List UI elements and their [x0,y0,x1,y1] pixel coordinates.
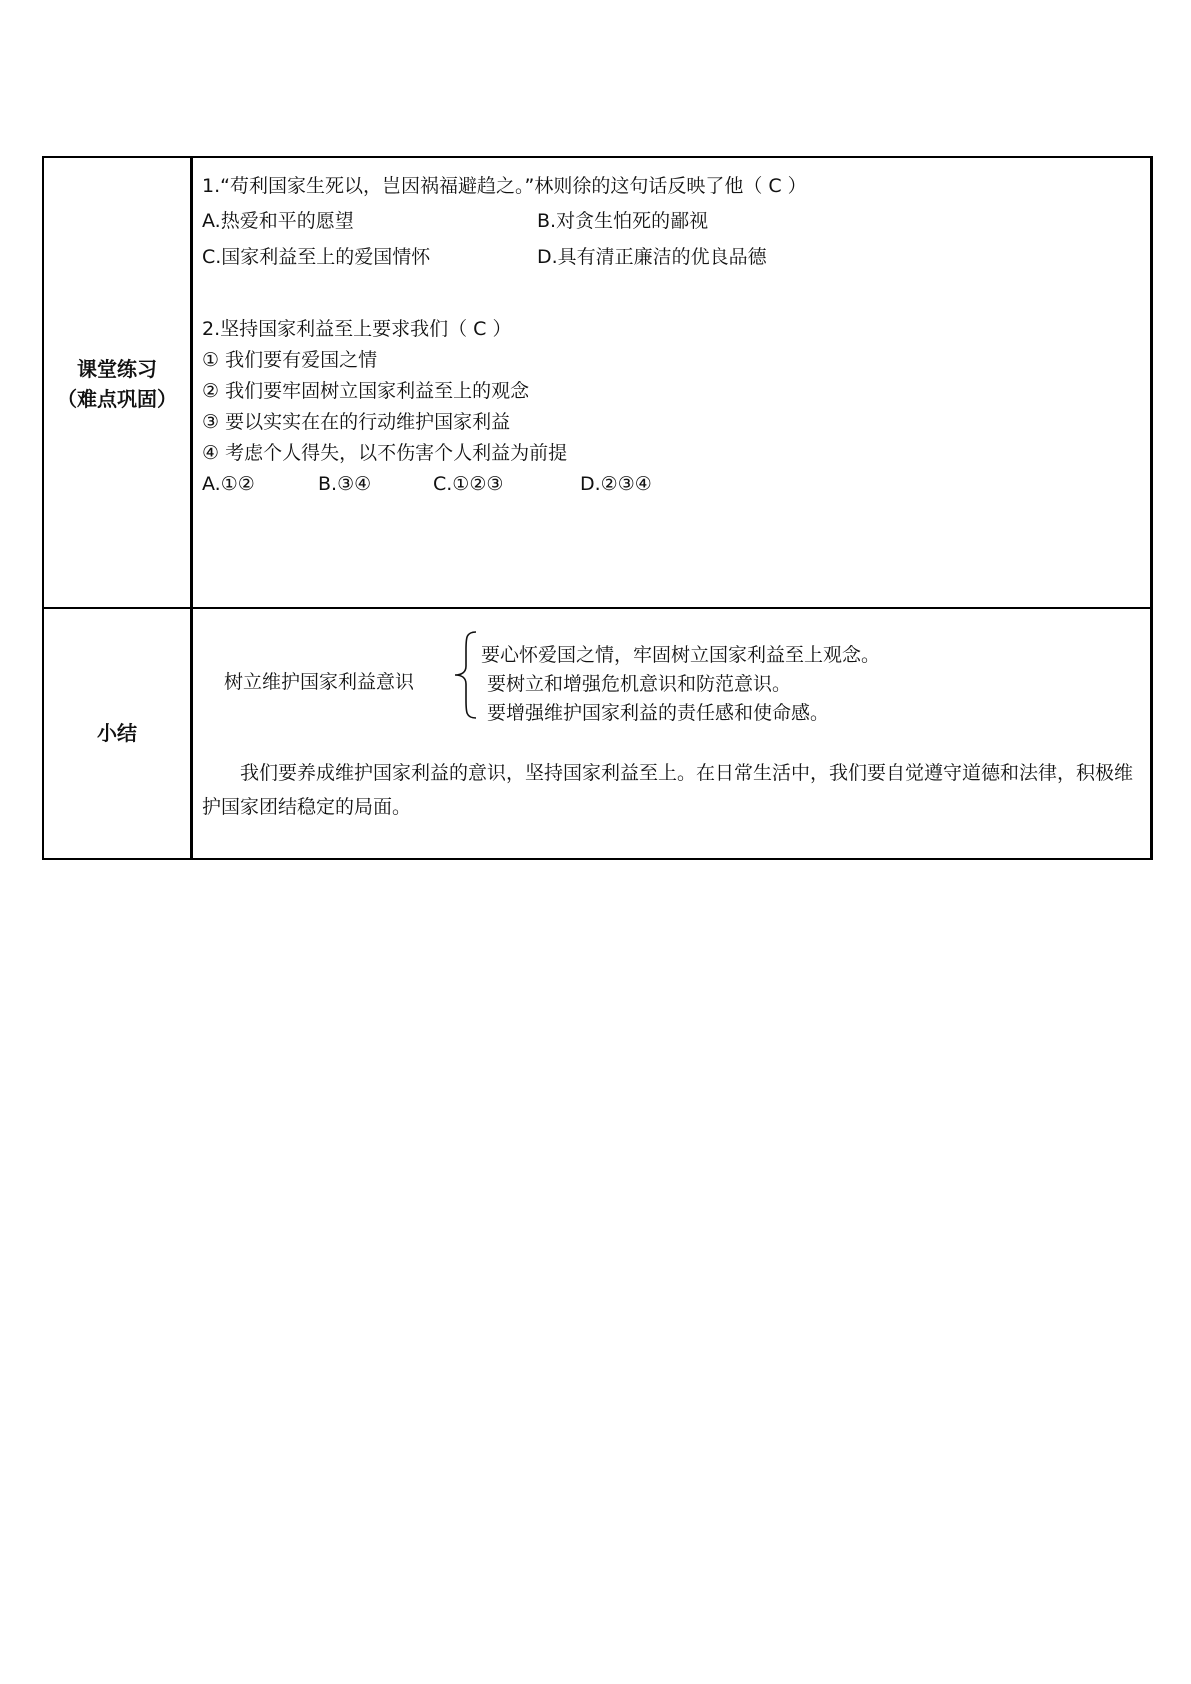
summary-heading: 树立维护国家利益意识 [224,671,415,693]
table-border-left [42,156,44,860]
question-1-option-b: B.对贪生怕死的鄙视 [537,210,709,232]
summary-point-2: 要树立和增强危机意识和防范意识。 [487,673,792,695]
curly-brace-icon [452,630,482,720]
question-1-option-a: A.热爱和平的愿望 [202,210,354,232]
question-1-option-d: D.具有清正廉洁的优良品德 [537,246,767,268]
table-row-divider [42,607,1153,609]
summary-paragraph: 我们要养成维护国家利益的意识，坚持国家利益至上。在日常生活中，我们要自觉遵守道德和法律，积极维护国家团结稳定的局面。 [202,762,1134,818]
exercise-row-label [44,354,190,414]
question-2-item-1: ① 我们要有爱国之情 [202,349,378,371]
question-2-stem: 2.坚持国家利益至上要求我们（ C ） [202,318,512,340]
summary-row-label: 小结 [97,721,137,745]
summary-point-1: 要心怀爱国之情，牢固树立国家利益至上观念。 [481,644,881,666]
question-2-item-4: ④ 考虑个人得失，以不伤害个人利益为前提 [202,442,568,464]
table-border-right [1150,156,1153,860]
question-2-option-b: B.③④ [318,473,372,495]
lesson-table [42,156,1153,860]
table-border-bottom [42,858,1153,860]
question-1-stem: 1.“苟利国家生死以，岂因祸福避趋之。”林则徐的这句话反映了他（ C ） [202,175,807,197]
question-2-item-3: ③ 要以实实在在的行动维护国家利益 [202,411,511,433]
question-2-item-2: ② 我们要牢固树立国家利益至上的观念 [202,380,530,402]
table-border-top [42,156,1153,158]
exercise-label-sub: （难点巩固） [57,387,177,411]
question-2-option-d: D.②③④ [580,473,652,495]
question-2-option-a: A.①② [202,473,255,495]
table-border-middle [190,156,193,860]
question-1-option-c: C.国家利益至上的爱国情怀 [202,246,431,268]
summary-point-3: 要增强维护国家利益的责任感和使命感。 [487,702,830,724]
question-2-option-c: C.①②③ [433,473,504,495]
exercise-label-main: 课堂练习 [77,357,157,381]
